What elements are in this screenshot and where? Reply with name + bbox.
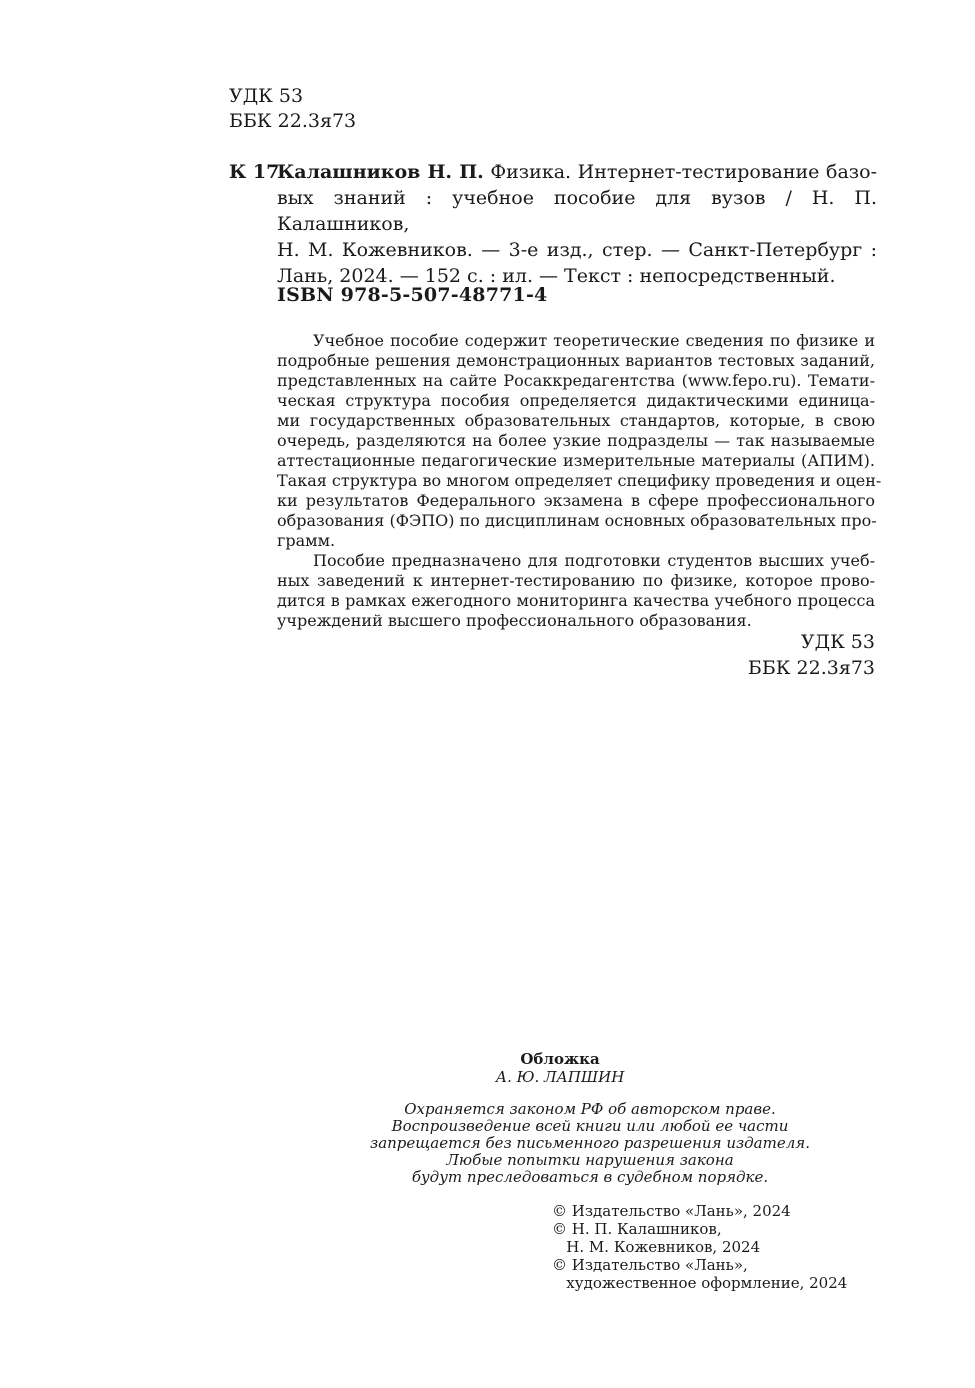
udk-code: УДК 53 [800,631,875,653]
abstract-line: образования (ФЭПО) по дисциплинам основных образовательных про- [277,511,877,530]
copyright-notice [330,1101,850,1186]
copyright-block [552,1202,847,1292]
udk-code: УДК 53 [229,85,304,107]
copyright-line: художественное оформление, 2024 [552,1274,848,1292]
copyright-line: © Н. П. Калашников, [552,1220,722,1238]
copyright-line: © Издательство «Лань», [552,1256,748,1274]
biblio-line: Лань, 2024. — 152 с. : ил. — Текст : непосредственный. [277,265,836,287]
bbk-code: ББК 22.3я73 [747,657,875,679]
biblio-line: вых знаний : учебное пособие для вузов / Н. П. Калашников, [277,187,877,235]
notice-line: Воспроизведение всей книги или любой ее части [391,1117,789,1135]
abstract-line: подробные решения демонстрационных вариантов тестовых заданий, [277,351,875,370]
abstract-line: ми государственных образовательных стандартов, которые, в свою [277,411,875,430]
abstract-line: ки результатов Федерального экзамена в сфере профессионального [277,491,875,510]
notice-line: будут преследоваться в судебном порядке. [411,1168,769,1186]
udk-block-bottom [748,629,875,681]
notice-line: Любые попытки нарушения закона [446,1151,734,1169]
cover-credit [360,1050,760,1086]
notice-line: запрещается без письменного разрешения издателя. [370,1134,810,1152]
bbk-code: ББК 22.3я73 [229,110,357,132]
copyright-line: Н. М. Кожевников, 2024 [552,1238,761,1256]
cover-designer: А. Ю. ЛАПШИН [495,1068,625,1086]
abstract-line: очередь, разделяются на более узкие подразделы — так называемые [277,431,875,450]
abstract-line: Учебное пособие содержит теоретические сведения по физике и [313,331,875,350]
abstract-line: Пособие предназначено для подготовки студентов высших учеб- [313,551,875,570]
abstract-line: дится в рамках ежегодного мониторинга качества учебного процесса [277,591,875,610]
notice-line: Охраняется законом РФ об авторском праве. [404,1100,776,1118]
biblio-line: Физика. Интернет-тестирование базо- [490,161,878,183]
abstract-line: аттестационные педагогические измерительные материалы (АПИМ). [277,451,875,470]
abstract-line: представленных на сайте Росаккредагентства (www.fepo.ru). Темати- [277,371,875,390]
author-name: Калашников Н. П. [277,161,484,183]
isbn: ISBN 978-5-507-48771-4 [277,284,548,306]
udk-block-top [229,84,356,134]
abstract-line: учреждений высшего профессионального образования. [277,611,752,630]
abstract-line: ческая структура пособия определяется дидактическими единица- [277,391,875,410]
abstract-line: Такая структура во многом определяет специфику проведения и оцен- [277,471,882,490]
abstract-line: грамм. [277,531,336,550]
abstract-line: ных заведений к интернет-тестированию по физике, которое прово- [277,571,875,590]
author-mark: К 17 [229,161,280,183]
biblio-line: Н. М. Кожевников. — 3-е изд., стер. — Санкт-Петербург : [277,239,877,261]
cover-label: Обложка [520,1050,600,1068]
copyright-line: © Издательство «Лань», 2024 [552,1202,791,1220]
abstract [277,331,882,631]
bibliographic-record [277,159,877,289]
